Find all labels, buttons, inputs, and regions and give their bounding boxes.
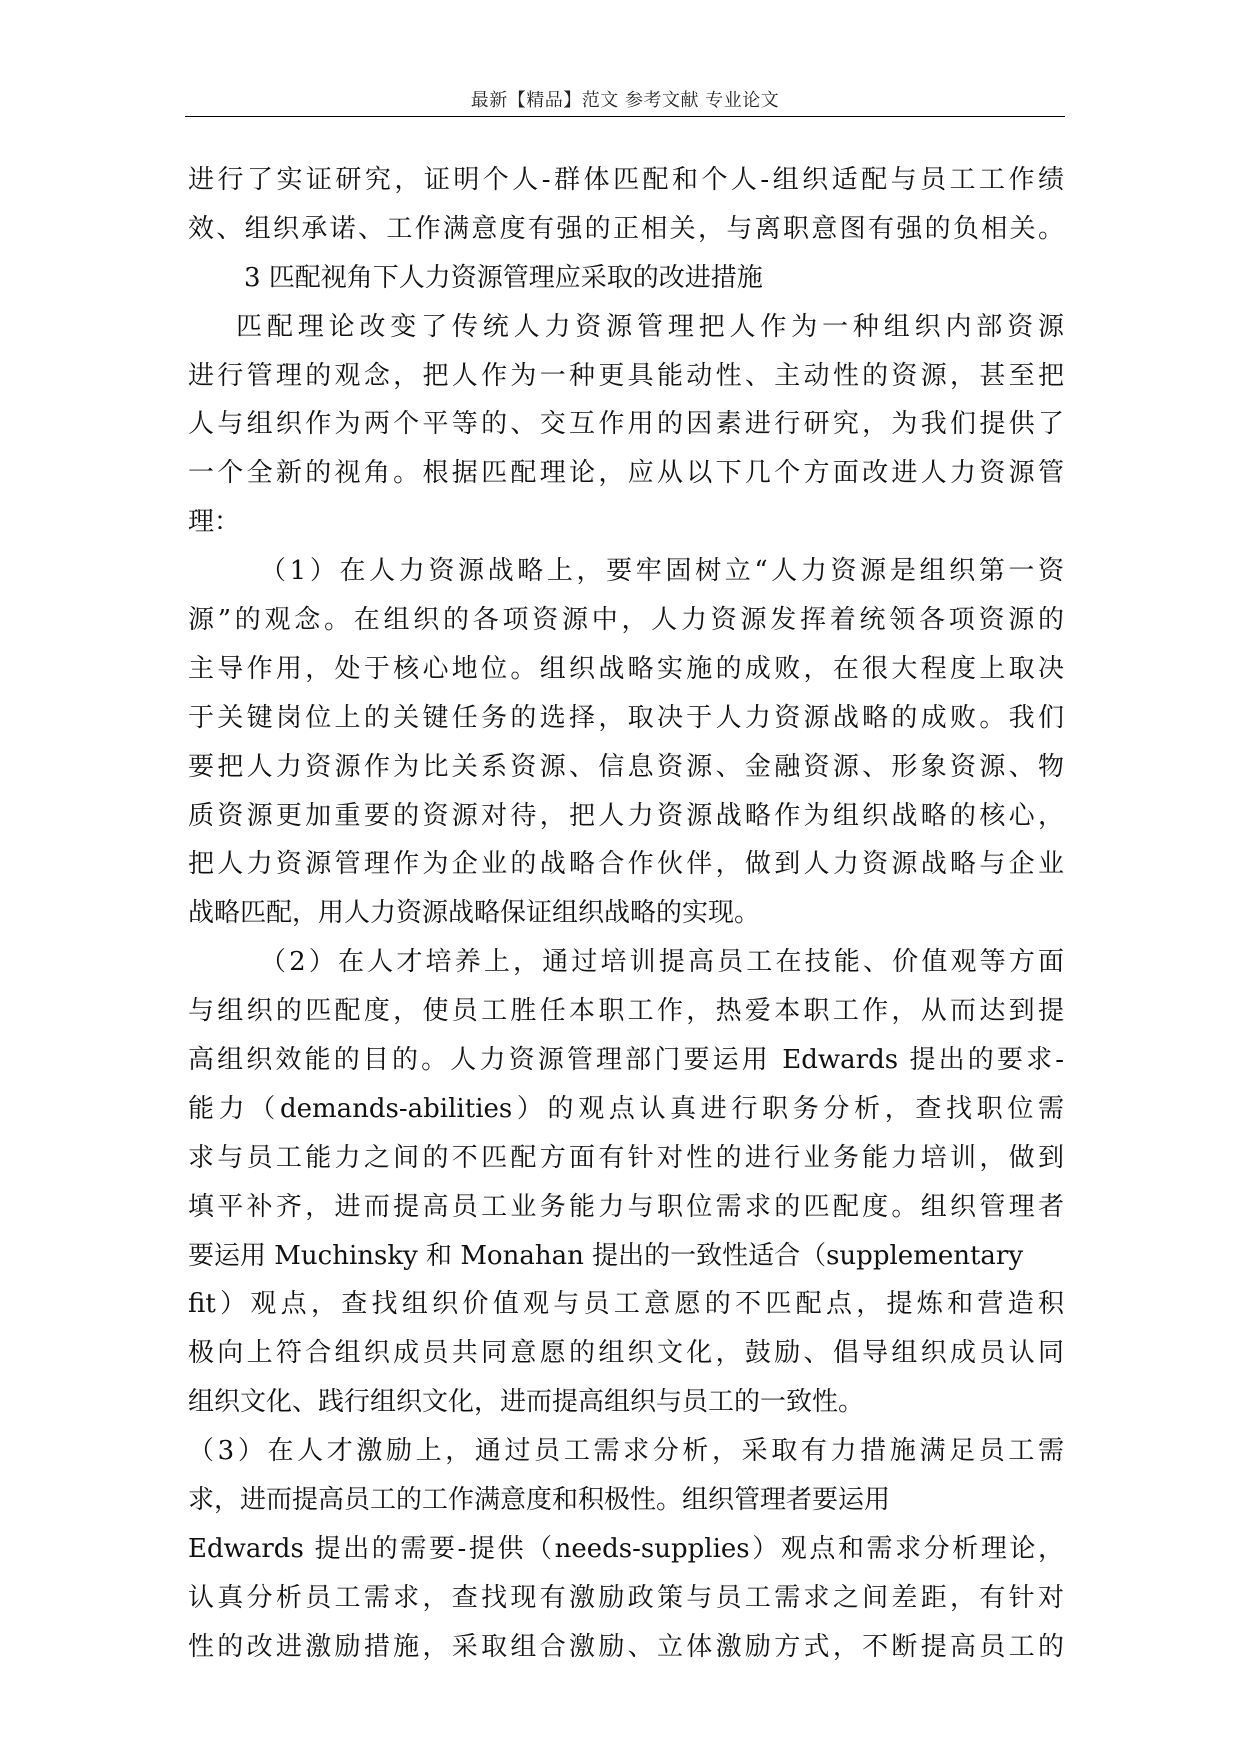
text-line: 高组织效能的目的。人力资源管理部门要运用 Edwards 提出的要求- [188,1045,1064,1076]
text-line: 主导作用，处于核心地位。组织战略实施的成败，在很大程度上取决 [188,653,1064,684]
text-line: 求，进而提高员工的工作满意度和积极性。组织管理者要运用 [188,1485,891,1516]
text-line: 质资源更加重要的资源对待，把人力资源战略作为组织战略的核心， [188,800,1064,831]
text-line: （3）在人才激励上，通过员工需求分析，采取有力措施满足员工需 [188,1436,1064,1467]
text-line: 理： [188,507,241,538]
text-line: 战略匹配，用人力资源战略保证组织战略的实现。 [188,898,761,929]
text-line: 源”的观念。在组织的各项资源中，人力资源发挥着统领各项资源的 [188,605,1064,636]
text-line: 于关键岗位上的关键任务的选择，取决于人力资源战略的成败。我们 [188,702,1064,733]
text-line: 进行了实证研究，证明个人-群体匹配和个人-组织适配与员工工作绩 [188,165,1064,195]
section-heading: 3 匹配视角下人力资源管理应采取的改进措施 [244,262,763,293]
text-line: 把人力资源管理作为企业的战略合作伙伴，做到人力资源战略与企业 [188,849,1064,880]
text-line: （2）在人才培养上，通过培训提高员工在技能、价值观等方面 [260,947,1064,978]
text-line: 性的改进激励措施，采取组合激励、立体激励方式，不断提高员工的 [188,1631,1064,1662]
text-line: fit）观点，查找组织价值观与员工意愿的不匹配点，提炼和营造积 [188,1289,1064,1320]
text-line: 进行管理的观念，把人作为一种更具能动性、主动性的资源，甚至把 [188,360,1064,391]
document-body [188,156,1064,1672]
text-line: 认真分析员工需求，查找现有激励政策与员工需求之间差距，有针对 [188,1582,1064,1613]
text-line: 与组织的匹配度，使员工胜任本职工作，热爱本职工作，从而达到提 [188,996,1064,1027]
text-line: 要把人力资源作为比关系资源、信息资源、金融资源、形象资源、物 [188,751,1064,782]
text-line: 组织文化、践行组织文化，进而提高组织与员工的一致性。 [188,1387,865,1418]
text-line: 要运用 Muchinsky 和 Monahan 提出的一致性适合（supplementary [188,1240,1024,1271]
text-line: 一个全新的视角。根据匹配理论，应从以下几个方面改进人力资源管 [188,458,1064,489]
text-line: 效、组织承诺、工作满意度有强的正相关，与离职意图有强的负相关。 [188,213,1064,244]
text-line: 匹配理论改变了传统人力资源管理把人作为一种组织内部资源 [236,311,1064,342]
text-line: （1）在人力资源战略上，要牢固树立“人力资源是组织第一资 [260,556,1064,587]
text-line: 填平补齐，进而提高员工业务能力与职位需求的匹配度。组织管理者 [188,1191,1064,1222]
text-line: 能力（demands-abilities）的观点认真进行职务分析，查找职位需 [188,1093,1064,1124]
page-header: 最新【精品】范文 参考文献 专业论文 [470,90,780,111]
text-line: 人与组织作为两个平等的、交互作用的因素进行研究，为我们提供了 [188,409,1064,440]
text-line: 求与员工能力之间的不匹配方面有针对性的进行业务能力培训，做到 [188,1142,1064,1173]
header-divider [185,116,1065,117]
text-line: Edwards 提出的需要-提供（needs-supplies）观点和需求分析理论， [188,1533,1064,1564]
text-line: 极向上符合组织成员共同意愿的组织文化，鼓励、倡导组织成员认同 [188,1338,1064,1369]
